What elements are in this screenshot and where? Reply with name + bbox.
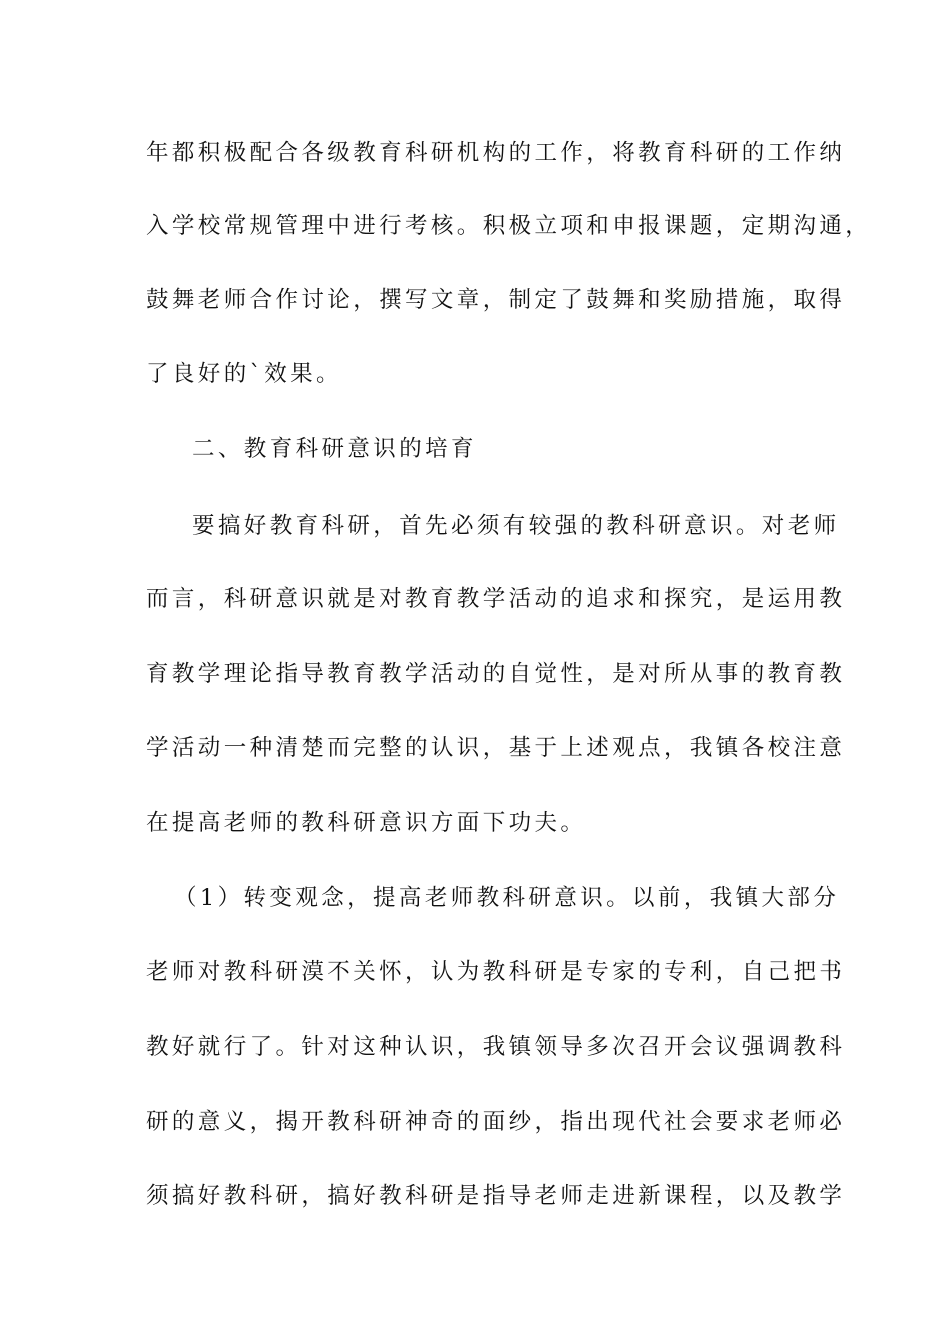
text-line: 鼓舞老师合作讨论，撰写文章，制定了鼓舞和奖励措施，取得 <box>146 287 846 313</box>
text-line: 年都积极配合各级教育科研机构的工作，将教育科研的工作纳 <box>146 140 846 166</box>
text-line: 须搞好教科研，搞好教科研是指导老师走进新课程，以及教学 <box>146 1183 846 1209</box>
text-line: 而言，科研意识就是对教育教学活动的追求和探究，是运用教 <box>146 586 846 612</box>
text-line: 研的意义，揭开教科研神奇的面纱，指出现代社会要求老师必 <box>146 1109 846 1135</box>
text-line: 在提高老师的教科研意识方面下功夫。 <box>146 810 587 836</box>
text-line: 学活动一种清楚而完整的认识，基于上述观点，我镇各校注意 <box>146 735 846 761</box>
text-line: 老师对教科研漠不关怀，认为教科研是专家的专利，自己把书 <box>146 959 846 985</box>
section-heading: 二、教育科研意识的培育 <box>192 436 477 462</box>
text-line: 入学校常规管理中进行考核。积极立项和申报课题，定期沟通， <box>146 213 872 239</box>
text-line: （1）转变观念，提高老师教科研意识。以前，我镇大部分 <box>174 885 840 911</box>
text-line: 了良好的`效果。 <box>146 361 342 387</box>
text-line: 育教学理论指导教育教学活动的自觉性，是对所从事的教育教 <box>146 661 846 687</box>
text-line: 教好就行了。针对这种认识，我镇领导多次召开会议强调教科 <box>146 1034 846 1060</box>
text-line: 要搞好教育科研，首先必须有较强的教科研意识。对老师 <box>192 513 840 539</box>
